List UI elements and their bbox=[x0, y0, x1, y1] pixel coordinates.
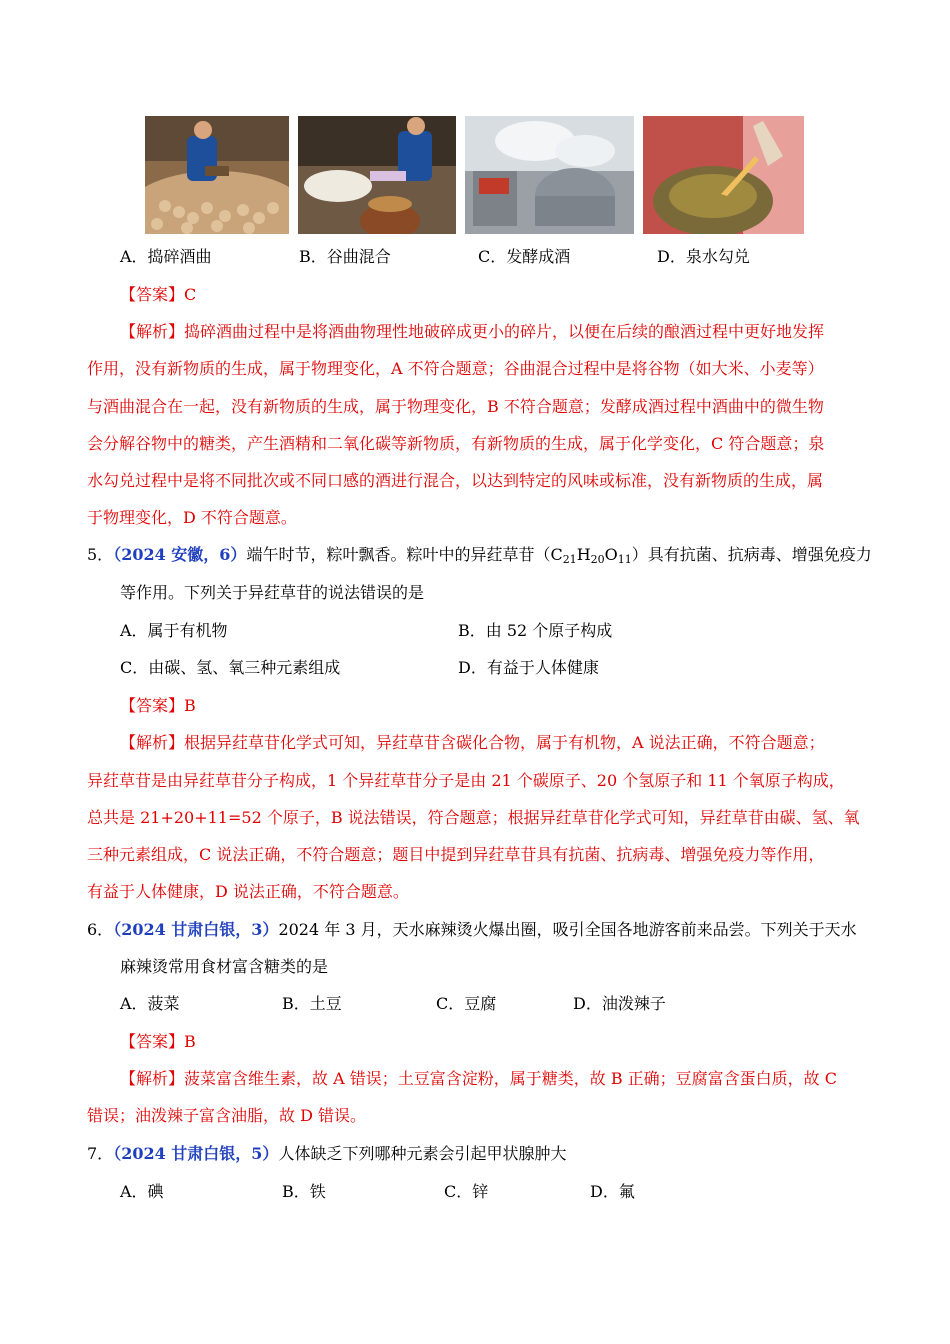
q6-analysis-line-2: 错误；油泼辣子富含油脂，故 D 错误。 bbox=[87, 1106, 367, 1125]
formula-o: O bbox=[604, 545, 618, 564]
analysis-text: 菠菜富含维生素，故 A 错误；土豆富含淀粉，属于糖类，故 B 正确；豆腐富含蛋白质，故 C bbox=[184, 1069, 838, 1088]
answer-tag: 【答案】 bbox=[120, 285, 185, 304]
analysis-text: 根据异荭草苷化学式可知，异荭草苷含碳化合物，属于有机物，A 说法正确，不符合题意； bbox=[184, 733, 825, 752]
q6-option-c: C．豆腐 bbox=[436, 994, 497, 1013]
q4-photo-a bbox=[145, 116, 289, 234]
q4-photo-d bbox=[643, 116, 804, 234]
q6-option-b: B．土豆 bbox=[282, 994, 342, 1013]
q7-option-d: D．氟 bbox=[590, 1182, 635, 1201]
q5-option-b: B．由 52 个原子构成 bbox=[458, 621, 613, 640]
question-source: （2024 安徽，6） bbox=[113, 545, 247, 564]
q4-photo-b bbox=[298, 116, 456, 234]
q4-option-d: D．泉水勾兑 bbox=[657, 247, 750, 266]
formula-h: H bbox=[576, 545, 591, 564]
answer-value: B bbox=[184, 696, 196, 715]
q6-option-d: D．油泼辣子 bbox=[573, 994, 666, 1013]
answer-value: C bbox=[184, 285, 197, 304]
q6-answer bbox=[120, 1031, 196, 1053]
q5-analysis-line-1 bbox=[120, 732, 825, 754]
q5-stem-line-2: 等作用。下列关于异荭草苷的说法错误的是 bbox=[120, 583, 425, 602]
analysis-tag: 【解析】 bbox=[120, 1069, 185, 1088]
analysis-tag: 【解析】 bbox=[120, 733, 185, 752]
q7-option-a: A．碘 bbox=[120, 1182, 164, 1201]
q4-analysis-line-6: 于物理变化，D 不符合题意。 bbox=[87, 508, 297, 527]
q6-stem-line-1 bbox=[87, 919, 857, 941]
q6-option-a: A．菠菜 bbox=[120, 994, 180, 1013]
q4-analysis-line-5: 水勾兑过程中是将不同批次或不同口感的酒进行混合，以达到特定的风味或标准，没有新物质的生成，属 bbox=[87, 471, 824, 490]
q6-analysis-line-1 bbox=[120, 1068, 837, 1090]
q4-option-b: B．谷曲混合 bbox=[299, 247, 391, 266]
q4-option-a: A．捣碎酒曲 bbox=[120, 247, 212, 266]
stem-text: ）具有抗菌、抗病毒、增强免疫力 bbox=[631, 545, 872, 564]
q4-option-c: C．发酵成酒 bbox=[478, 247, 571, 266]
q5-option-c: C．由碳、氢、氧三种元素组成 bbox=[120, 658, 341, 677]
q7-stem-line-1 bbox=[87, 1143, 566, 1165]
formula-sub-c: 21 bbox=[562, 553, 577, 566]
q6-stem-line-2: 麻辣烫常用食材富含糖类的是 bbox=[120, 957, 329, 976]
q4-answer bbox=[120, 284, 196, 306]
stem-text: 端午时节，粽叶飘香。粽叶中的异荭草苷（C bbox=[246, 545, 563, 564]
q5-stem-line-1 bbox=[87, 544, 872, 566]
q4-analysis-line-1 bbox=[120, 321, 824, 343]
q5-answer bbox=[120, 695, 196, 717]
question-number: 5． bbox=[87, 545, 114, 564]
q4-analysis-line-4: 会分解谷物中的糖类，产生酒精和二氧化碳等新物质，有新物质的生成，属于化学变化，C 符合题意；泉 bbox=[87, 434, 825, 453]
q4-photo-c bbox=[465, 116, 634, 234]
q5-analysis-line-3: 总共是 21+20+11=52 个原子，B 说法错误，符合题意；根据异荭草苷化学式可知，异荭草苷由碳、氢、氧 bbox=[87, 808, 860, 827]
q4-analysis-line-2: 作用，没有新物质的生成，属于物理变化，A 不符合题意；谷曲混合过程中是将谷物（如大米、小麦等） bbox=[87, 359, 824, 378]
q5-analysis-line-5: 有益于人体健康，D 说法正确，不符合题意。 bbox=[87, 882, 409, 901]
analysis-text: 捣碎酒曲过程中是将酒曲物理性地破碎成更小的碎片，以便在后续的酿酒过程中更好地发挥 bbox=[184, 322, 825, 341]
answer-tag: 【答案】 bbox=[120, 696, 185, 715]
question-number: 6． bbox=[87, 920, 114, 939]
answer-tag: 【答案】 bbox=[120, 1032, 185, 1051]
question-source: （2024 甘肃白银，3） bbox=[113, 920, 279, 939]
q5-option-d: D．有益于人体健康 bbox=[458, 658, 599, 677]
stem-text: 2024 年 3 月，天水麻辣烫火爆出圈，吸引全国各地游客前来品尝。下列关于天水 bbox=[278, 920, 857, 939]
q5-option-a: A．属于有机物 bbox=[120, 621, 228, 640]
analysis-tag: 【解析】 bbox=[120, 322, 185, 341]
stem-text: 人体缺乏下列哪种元素会引起甲状腺肿大 bbox=[278, 1144, 567, 1163]
question-number: 7． bbox=[87, 1144, 114, 1163]
q7-option-c: C．锌 bbox=[444, 1182, 489, 1201]
q5-analysis-line-4: 三种元素组成，C 说法正确，不符合题意；题目中提到异荭草苷具有抗菌、抗病毒、增强免疫力等作用， bbox=[87, 845, 825, 864]
q5-analysis-line-2: 异荭草苷是由异荭草苷分子构成，1 个异荭草苷分子是由 21 个碳原子、20 个氢原子和 11 个氧原子构成， bbox=[87, 771, 845, 790]
answer-value: B bbox=[184, 1032, 196, 1051]
q4-analysis-line-3: 与酒曲混合在一起，没有新物质的生成，属于物理变化，B 不符合题意；发酵成酒过程中酒曲中的微生物 bbox=[87, 397, 824, 416]
formula-sub-o: 11 bbox=[617, 553, 632, 566]
formula-sub-h: 20 bbox=[590, 553, 605, 566]
question-source: （2024 甘肃白银，5） bbox=[113, 1144, 279, 1163]
q7-option-b: B．铁 bbox=[282, 1182, 326, 1201]
